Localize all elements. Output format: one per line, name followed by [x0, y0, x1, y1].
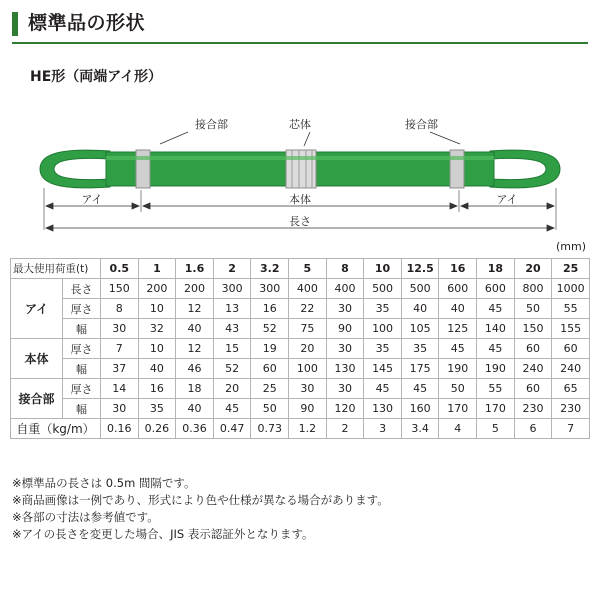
note-item: ※各部の寸法は参考値です。 — [12, 510, 159, 524]
cell: 3 — [364, 419, 402, 439]
rowsub-eye-length: 長さ — [63, 279, 101, 299]
cell: 37 — [101, 359, 139, 379]
cell: 16 — [251, 299, 289, 319]
cell: 200 — [176, 279, 214, 299]
cell: 60 — [251, 359, 289, 379]
table-row — [11, 419, 590, 439]
rowgroup-eye: アイ — [11, 279, 63, 339]
cell: 100 — [364, 319, 402, 339]
cell: 10 — [138, 339, 176, 359]
cell: 20 — [213, 379, 251, 399]
spec-table — [10, 258, 590, 439]
cell: 40 — [176, 399, 214, 419]
cell: 240 — [552, 359, 590, 379]
notes-list — [12, 475, 588, 543]
cell: 52 — [251, 319, 289, 339]
table-row — [11, 319, 590, 339]
rowgroup-body: 本体 — [11, 339, 63, 379]
sling-graphic — [40, 150, 560, 188]
cell: 14 — [101, 379, 139, 399]
cell: 0.73 — [251, 419, 289, 439]
cell: 0.16 — [101, 419, 139, 439]
cell: 0.26 — [138, 419, 176, 439]
cell: 175 — [401, 359, 439, 379]
rowsub-eye-thickness: 厚さ — [63, 299, 101, 319]
cell: 12 — [176, 339, 214, 359]
cell: 60 — [514, 339, 552, 359]
cell: 16 — [138, 379, 176, 399]
header-capacity-label: 最大使用荷重(t) — [11, 259, 101, 279]
cell: 30 — [289, 379, 327, 399]
leader-core — [304, 132, 310, 146]
table-row — [11, 379, 590, 399]
header-capacity-9: 16 — [439, 259, 477, 279]
cell: 0.47 — [213, 419, 251, 439]
label-total-length: 長さ — [289, 215, 311, 228]
cell: 35 — [401, 339, 439, 359]
cell: 12 — [176, 299, 214, 319]
rowsub-body-thickness: 厚さ — [63, 339, 101, 359]
cell: 190 — [477, 359, 515, 379]
cell: 100 — [289, 359, 327, 379]
cell: 43 — [213, 319, 251, 339]
table-row — [11, 299, 590, 319]
cell: 45 — [477, 299, 515, 319]
cell: 15 — [213, 339, 251, 359]
label-body: 本体 — [289, 193, 311, 206]
cell: 0.36 — [176, 419, 214, 439]
header-capacity-6: 8 — [326, 259, 364, 279]
cell: 190 — [439, 359, 477, 379]
cell: 65 — [552, 379, 590, 399]
rowsub-eye-width: 幅 — [63, 319, 101, 339]
cell: 130 — [326, 359, 364, 379]
header-capacity-0: 0.5 — [101, 259, 139, 279]
cell: 40 — [138, 359, 176, 379]
cell: 22 — [289, 299, 327, 319]
leader-joint-right — [430, 132, 460, 144]
cell: 35 — [364, 339, 402, 359]
cell: 150 — [101, 279, 139, 299]
cell: 45 — [213, 399, 251, 419]
header-capacity-4: 3.2 — [251, 259, 289, 279]
cell: 8 — [101, 299, 139, 319]
cell: 500 — [401, 279, 439, 299]
cell: 32 — [138, 319, 176, 339]
cell: 19 — [251, 339, 289, 359]
cell: 90 — [326, 319, 364, 339]
table-row — [11, 339, 590, 359]
header-capacity-12: 25 — [552, 259, 590, 279]
cell: 240 — [514, 359, 552, 379]
cell: 90 — [289, 399, 327, 419]
cell: 45 — [401, 379, 439, 399]
cell: 140 — [477, 319, 515, 339]
cell: 600 — [439, 279, 477, 299]
cell: 400 — [289, 279, 327, 299]
cell: 30 — [326, 299, 364, 319]
cell: 55 — [477, 379, 515, 399]
cell: 170 — [477, 399, 515, 419]
cell: 600 — [477, 279, 515, 299]
label-eye-right: アイ — [496, 193, 518, 206]
cell: 200 — [138, 279, 176, 299]
cell: 1.2 — [289, 419, 327, 439]
cell: 60 — [514, 379, 552, 399]
header-capacity-11: 20 — [514, 259, 552, 279]
unit-label: (mm) — [555, 240, 586, 253]
note-item: ※アイの長さを変更した場合、JIS 表示認証外となります。 — [12, 527, 314, 541]
section-subtitle: HE形（両端アイ形） — [30, 69, 163, 85]
cell: 230 — [514, 399, 552, 419]
header-capacity-8: 12.5 — [401, 259, 439, 279]
cell: 120 — [326, 399, 364, 419]
rowsub-joint-thickness: 厚さ — [63, 379, 101, 399]
cell: 18 — [176, 379, 214, 399]
cell: 30 — [326, 379, 364, 399]
cell: 50 — [514, 299, 552, 319]
rowsub-body-width: 幅 — [63, 359, 101, 379]
cell: 2 — [326, 419, 364, 439]
note-item: ※商品画像は一例であり、形式により色や仕様が異なる場合があります。 — [12, 493, 389, 507]
cell: 25 — [251, 379, 289, 399]
cell: 40 — [176, 319, 214, 339]
cell: 300 — [251, 279, 289, 299]
header-capacity-1: 1 — [138, 259, 176, 279]
cell: 150 — [514, 319, 552, 339]
table-row — [11, 359, 590, 379]
cell: 35 — [364, 299, 402, 319]
cell: 55 — [552, 299, 590, 319]
cell: 300 — [213, 279, 251, 299]
cell: 35 — [138, 399, 176, 419]
cell: 500 — [364, 279, 402, 299]
cell: 7 — [552, 419, 590, 439]
header-capacity-7: 10 — [364, 259, 402, 279]
label-core: 芯体 — [289, 118, 311, 131]
cell: 45 — [477, 339, 515, 359]
header-capacity-10: 18 — [477, 259, 515, 279]
cell: 52 — [213, 359, 251, 379]
rowgroup-self-weight: 自重（kg/m） — [11, 419, 101, 439]
rowgroup-joint: 接合部 — [11, 379, 63, 419]
note-item: ※標準品の長さは 0.5m 間隔です。 — [12, 476, 196, 490]
cell: 30 — [101, 399, 139, 419]
cell: 160 — [401, 399, 439, 419]
label-joint-right: 接合部 — [405, 118, 438, 131]
cell: 50 — [251, 399, 289, 419]
leader-joint-left — [160, 132, 188, 144]
cell: 6 — [514, 419, 552, 439]
header-divider — [12, 42, 588, 44]
page-header — [12, 12, 588, 44]
header-capacity-5: 5 — [289, 259, 327, 279]
cell: 400 — [326, 279, 364, 299]
cell: 230 — [552, 399, 590, 419]
cell: 145 — [364, 359, 402, 379]
label-joint-left: 接合部 — [195, 118, 228, 131]
cell: 105 — [401, 319, 439, 339]
cell: 125 — [439, 319, 477, 339]
cell: 10 — [138, 299, 176, 319]
rowsub-joint-width: 幅 — [63, 399, 101, 419]
header-capacity-3: 2 — [213, 259, 251, 279]
cell: 800 — [514, 279, 552, 299]
cell: 20 — [289, 339, 327, 359]
cell: 30 — [326, 339, 364, 359]
cell: 75 — [289, 319, 327, 339]
cell: 3.4 — [401, 419, 439, 439]
cell: 170 — [439, 399, 477, 419]
cell: 4 — [439, 419, 477, 439]
page-title: 標準品の形状 — [12, 12, 588, 36]
cell: 155 — [552, 319, 590, 339]
cell: 7 — [101, 339, 139, 359]
table-row — [11, 399, 590, 419]
cell: 50 — [439, 379, 477, 399]
cell: 40 — [439, 299, 477, 319]
cell: 60 — [552, 339, 590, 359]
header-capacity-2: 1.6 — [176, 259, 214, 279]
cell: 5 — [477, 419, 515, 439]
spec-table-wrap — [10, 258, 590, 439]
table-header-row — [11, 259, 590, 279]
table-row — [11, 279, 590, 299]
cell: 40 — [401, 299, 439, 319]
cell: 130 — [364, 399, 402, 419]
cell: 45 — [439, 339, 477, 359]
cell: 30 — [101, 319, 139, 339]
cell: 45 — [364, 379, 402, 399]
cell: 1000 — [552, 279, 590, 299]
sling-diagram — [10, 100, 590, 238]
cell: 46 — [176, 359, 214, 379]
cell: 13 — [213, 299, 251, 319]
label-eye-left: アイ — [81, 193, 103, 206]
